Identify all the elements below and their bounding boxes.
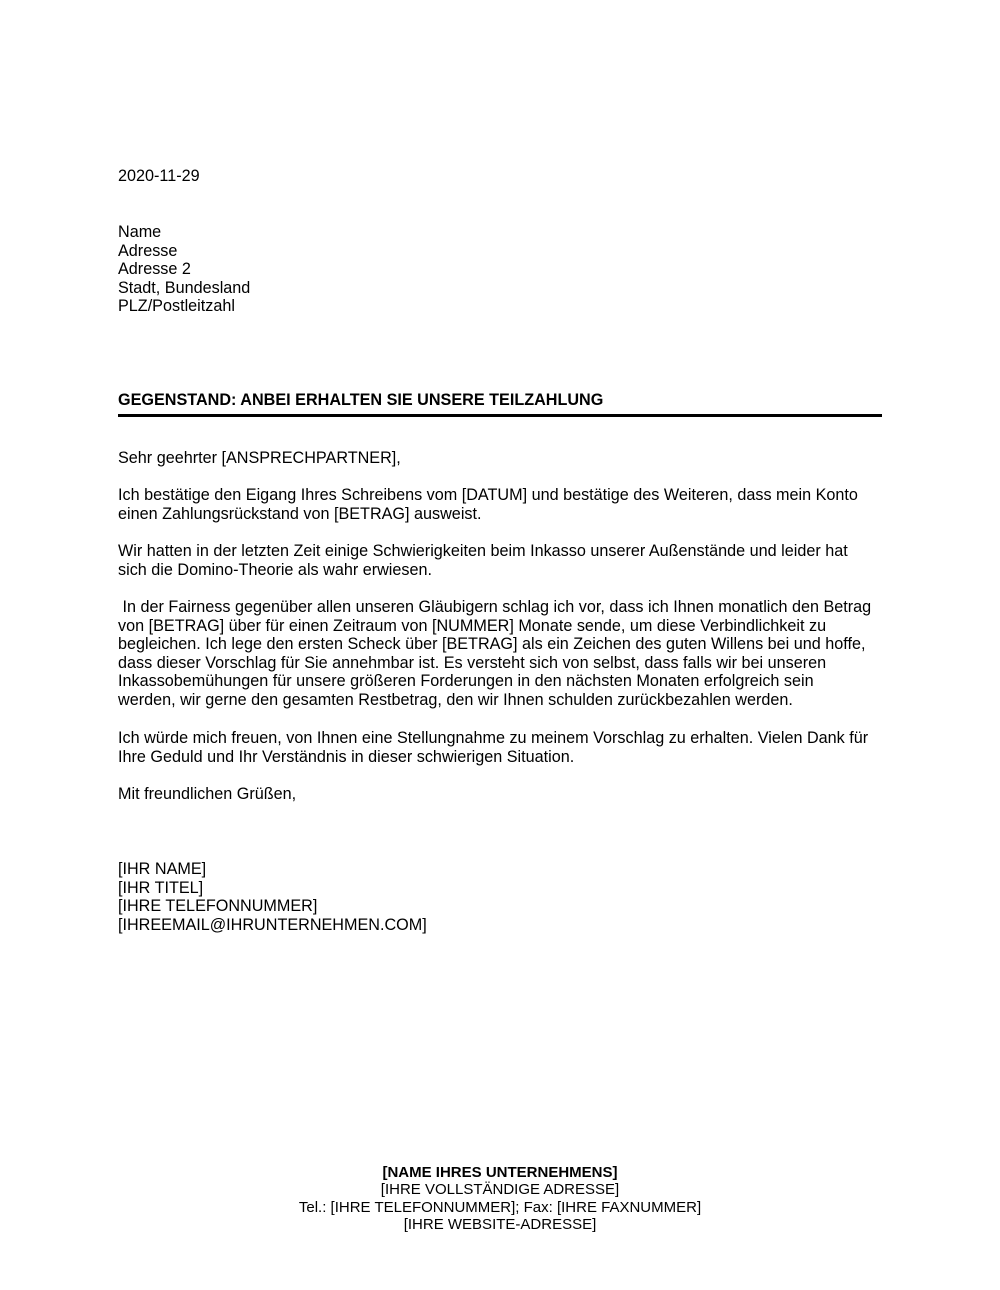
closing-text: Mit freundlichen Grüßen, [118,785,297,803]
signature-title: [IHR TITEL] [118,878,204,897]
paragraph-line: In der Fairness gegenüber allen unseren Gläubigern schlag ich vor, dass ich Ihnen monatlich den Betrag [118,598,872,616]
recipient-postal-code: PLZ/Postleitzahl [118,297,235,316]
paragraph-line: Ich bestätige den Eigang Ihres Schreibens vom [DATUM] und bestätige des Weiteren, dass mein Konto [118,486,858,504]
paragraph-4 [118,729,888,766]
paragraph-line: begleichen. Ich lege den ersten Scheck über [BETRAG] als ein Zeichen des guten Willens bei und hoffe, [118,635,866,654]
salutation-text: Sehr geehrter [ANSPRECHPARTNER], [118,449,401,467]
signature-email: [IHREEMAIL@IHRUNTERNEHMEN.COM] [118,915,427,934]
paragraph-3 [118,598,888,710]
paragraph-line: werden, wir gerne den gesamten Restbetrag, den wir Ihnen schulden zurückbezahlen werden. [118,690,793,709]
paragraph-line: Inkassobemühungen für unsere größeren Forderungen in den nächsten Monaten erfolgreich sein [118,672,814,691]
recipient-address-line-2: Adresse 2 [118,260,191,279]
company-footer [0,1164,1000,1234]
signature-block [118,860,888,934]
letter-date [118,167,888,186]
footer-company-name: [NAME IHRES UNTERNEHMENS] [382,1164,618,1181]
footer-address: [IHRE VOLLSTÄNDIGE ADRESSE] [380,1181,620,1199]
paragraph-1 [118,486,888,523]
signature-phone: [IHRE TELEFONNUMMER] [118,897,318,916]
recipient-address-line-1: Adresse [118,241,178,260]
footer-website: [IHRE WEBSITE-ADRESSE] [403,1216,597,1234]
paragraph-2 [118,542,888,579]
paragraph-line: sich die Domino-Theorie als wahr erwiesen. [118,560,432,579]
paragraph-line: Ich würde mich freuen, von Ihnen eine Stellungnahme zu meinem Vorschlag zu erhalten. Vielen Dank für [118,729,869,747]
paragraph-line: Wir hatten in der letzten Zeit einige Schwierigkeiten beim Inkasso unserer Außenstände und leider hat [118,542,848,560]
footer-contact: Tel.: [IHRE TELEFONNUMMER]; Fax: [IHRE FAXNUMMER] [298,1198,702,1216]
recipient-address [118,223,888,316]
paragraph-line: von [BETRAG] über für einen Zeitraum von [NUMMER] Monate sende, um diese Verbindlichkeit zu [118,616,827,635]
paragraph-line: Ihre Geduld und Ihr Verständnis in dieser schwierigen Situation. [118,747,575,766]
paragraph-line: einen Zahlungsrückstand von [BETRAG] ausweist. [118,504,482,523]
date-text: 2020-11-29 [118,167,200,185]
closing [118,785,888,804]
salutation [118,449,888,468]
signature-name: [IHR NAME] [118,860,207,878]
paragraph-line: dass dieser Vorschlag für Sie annehmbar ist. Es versteht sich von selbst, dass falls wir bei unseren [118,653,827,672]
recipient-city-state: Stadt, Bundesland [118,278,251,297]
recipient-name: Name [118,223,162,241]
subject-line: GEGENSTAND: ANBEI ERHALTEN SIE UNSERE TEILZAHLUNG [118,391,604,409]
subject-divider [118,414,882,417]
